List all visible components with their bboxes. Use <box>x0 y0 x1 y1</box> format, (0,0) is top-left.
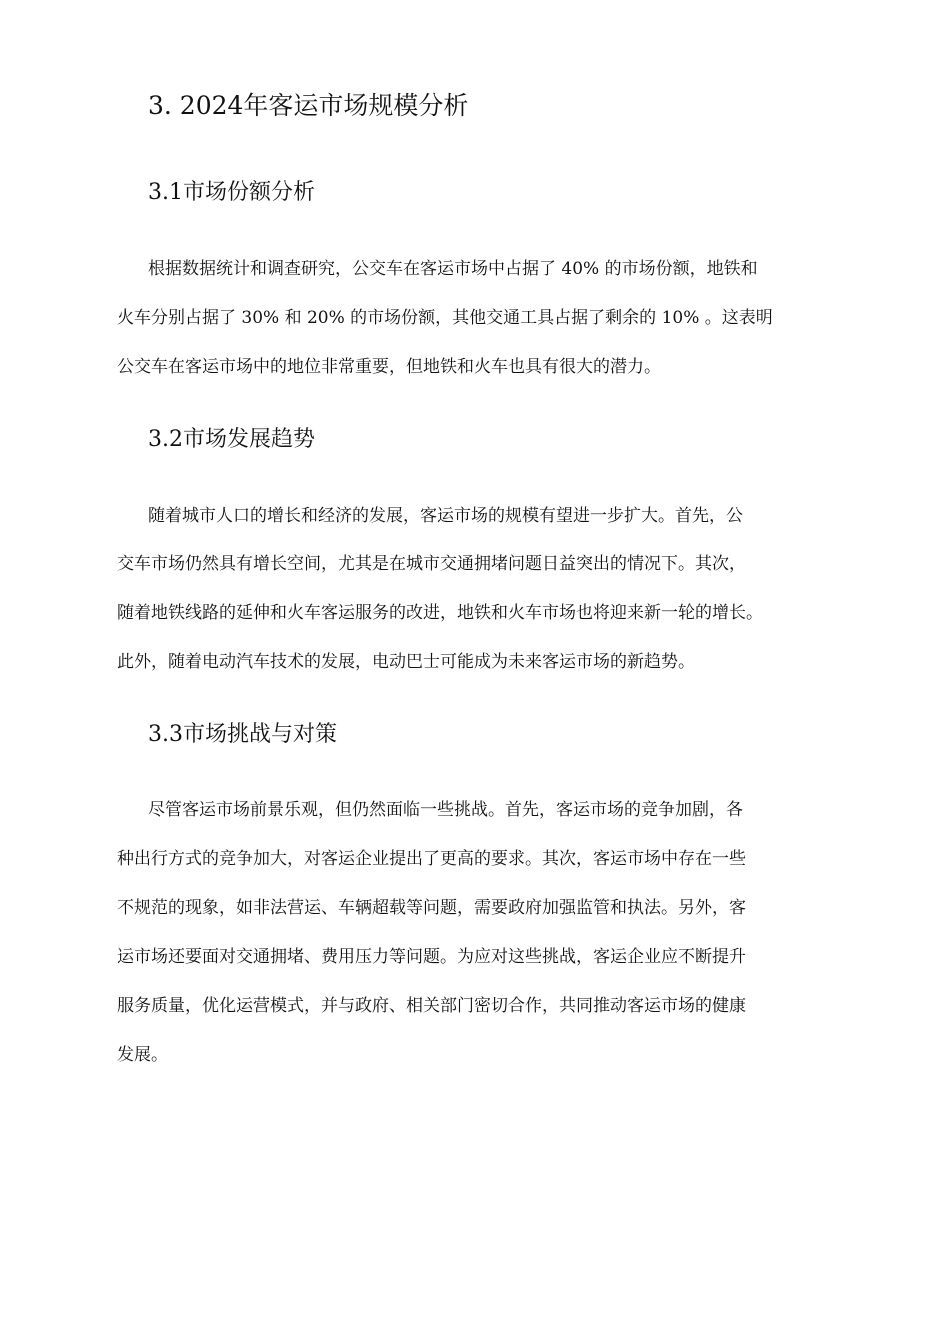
section-heading-3-1: 3.1市场份额分析 <box>148 180 315 205</box>
paragraph-line: 不规范的现象，如非法营运、车辆超载等问题，需要政府加强监管和执法。另外，客 <box>117 898 746 918</box>
paragraph-line: 交车市场仍然具有增长空间，尤其是在城市交通拥堵问题日益突出的情况下。其次， <box>117 554 746 574</box>
paragraph-line: 尽管客运市场前景乐观，但仍然面临一些挑战。首先，客运市场的竞争加剧，各 <box>148 800 743 820</box>
paragraph-line: 此外，随着电动汽车技术的发展，电动巴士可能成为未来客运市场的新趋势。 <box>117 652 695 672</box>
paragraph-line: 火车分别占据了 30% 和 20% 的市场份额，其他交通工具占据了剩余的 10% 。这表明 <box>117 308 773 328</box>
document-title: 3. 2024年客运市场规模分析 <box>148 91 469 120</box>
paragraph-line: 运市场还要面对交通拥堵、费用压力等问题。为应对这些挑战，客运企业应不断提升 <box>117 947 746 967</box>
paragraph-line: 发展。 <box>117 1045 168 1065</box>
paragraph-line: 随着城市人口的增长和经济的发展，客运市场的规模有望进一步扩大。首先，公 <box>148 506 743 526</box>
paragraph-line: 服务质量，优化运营模式，并与政府、相关部门密切合作，共同推动客运市场的健康 <box>117 996 746 1016</box>
paragraph-line: 随着地铁线路的延伸和火车客运服务的改进，地铁和火车市场也将迎来新一轮的增长。 <box>117 603 763 623</box>
paragraph-line: 种出行方式的竞争加大，对客运企业提出了更高的要求。其次，客运市场中存在一些 <box>117 849 746 869</box>
paragraph-line: 根据数据统计和调查研究，公交车在客运市场中占据了 40% 的市场份额，地铁和 <box>148 259 758 279</box>
section-heading-3-3: 3.3市场挑战与对策 <box>148 722 337 747</box>
section-heading-3-2: 3.2市场发展趋势 <box>148 427 315 452</box>
paragraph-line: 公交车在客运市场中的地位非常重要，但地铁和火车也具有很大的潜力。 <box>117 357 661 377</box>
